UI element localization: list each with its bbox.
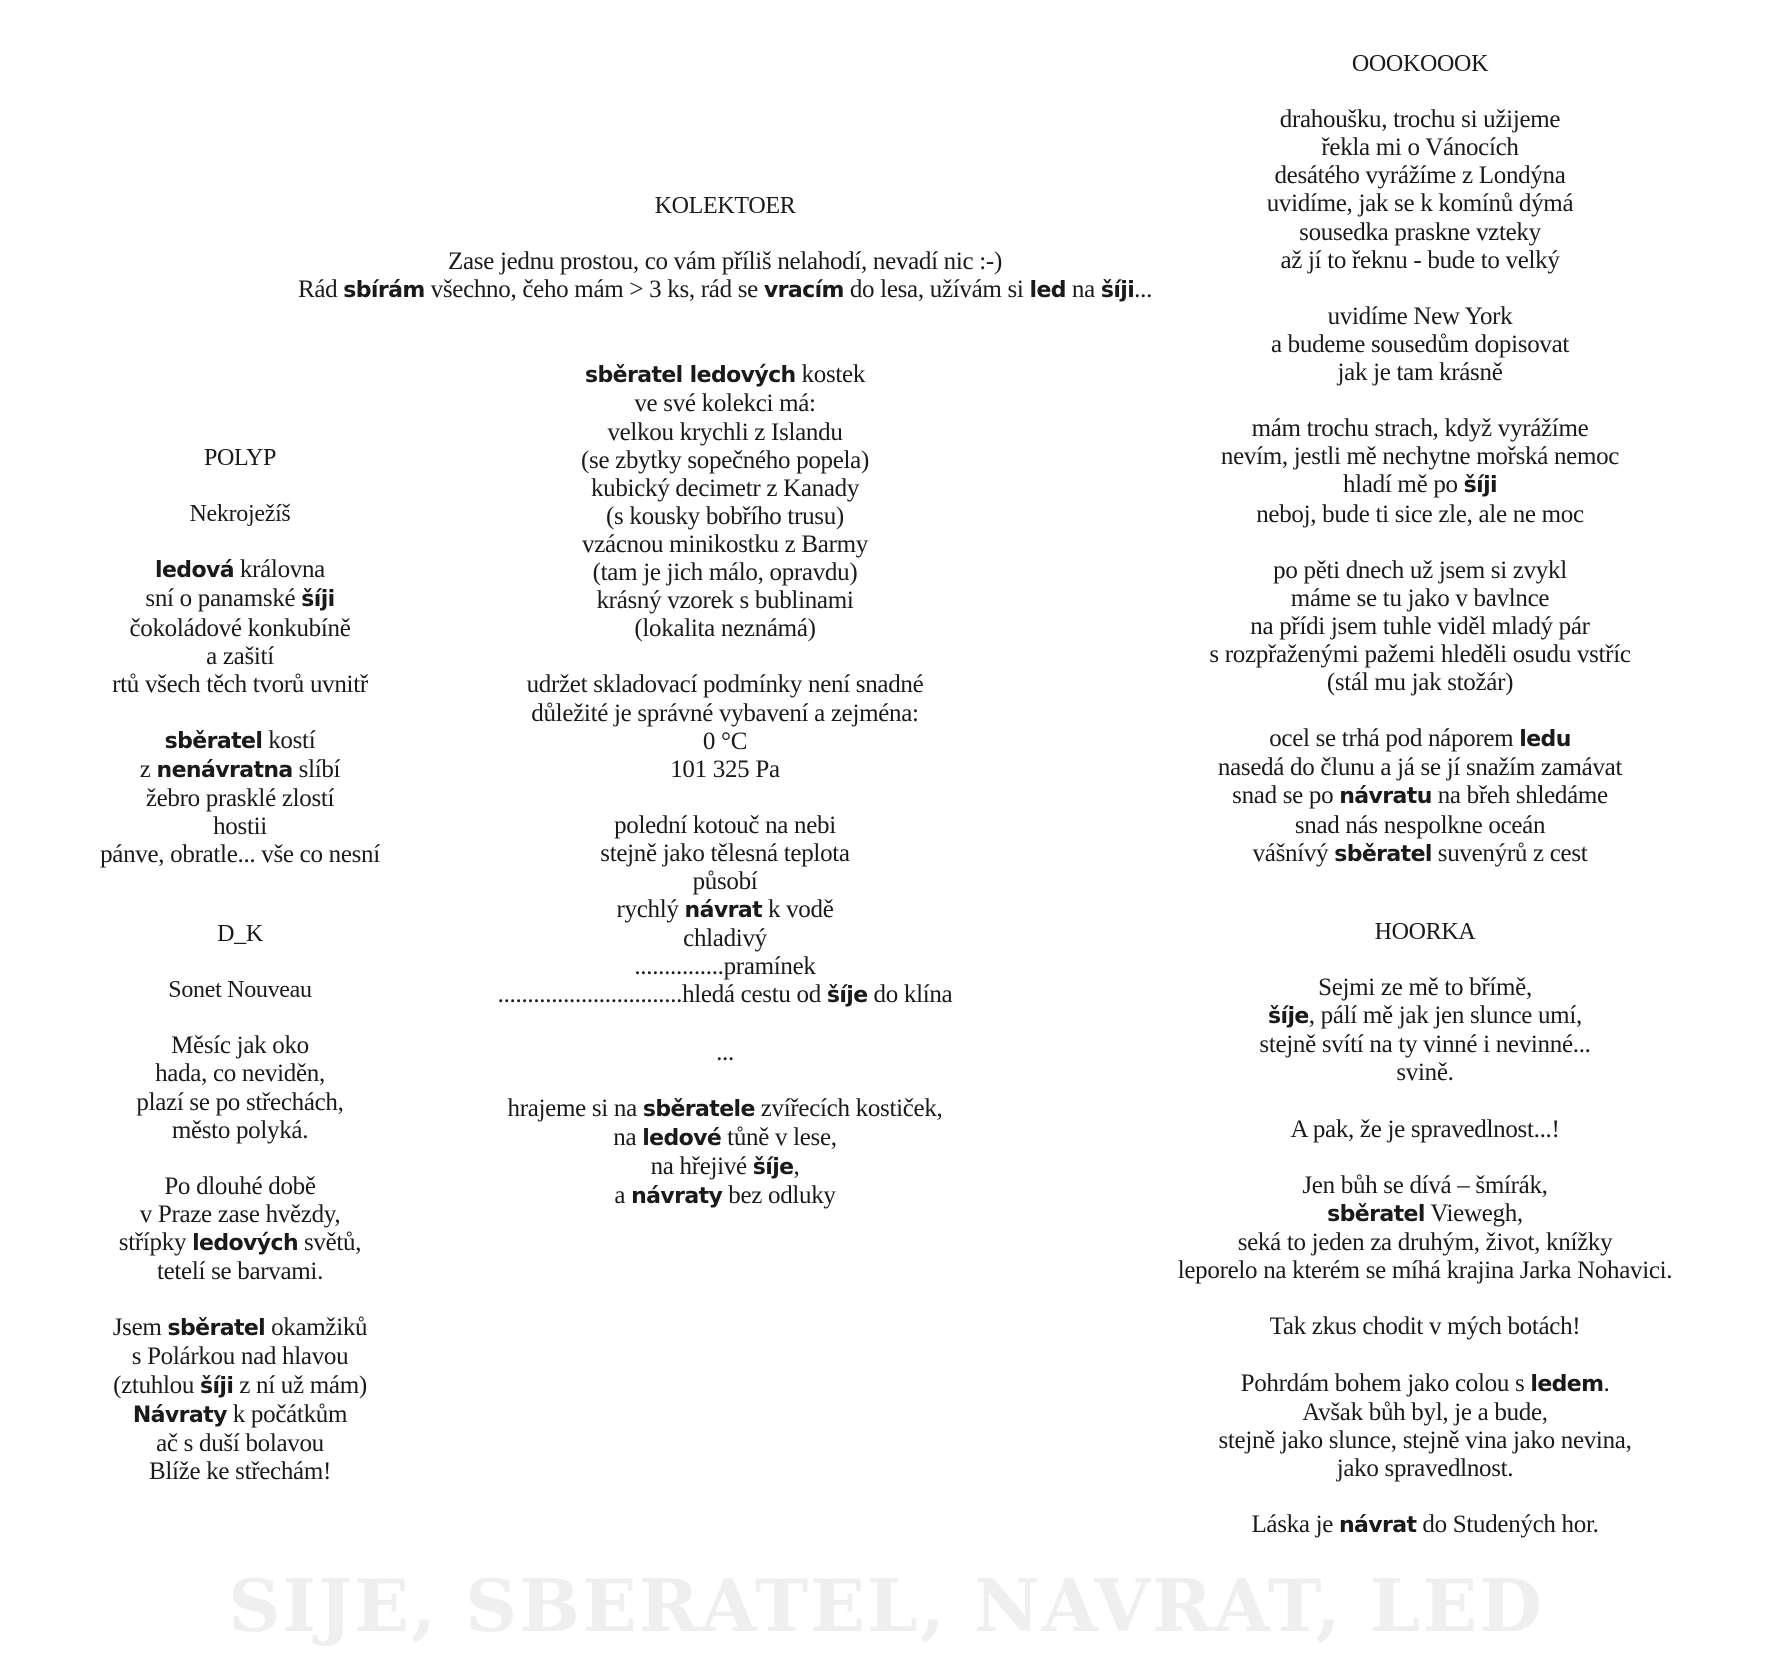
poem-line: z nenávratna slíbí bbox=[139, 756, 341, 784]
keyword: ledem bbox=[1530, 1371, 1604, 1397]
poem-line: (lokalita neznámá) bbox=[634, 615, 816, 643]
keyword: sběratel ledových bbox=[584, 363, 796, 389]
poem-line: s Polárkou nad hlavou bbox=[131, 1343, 349, 1371]
keyword: šíji bbox=[199, 1373, 234, 1399]
poem-line bbox=[1120, 1144, 1730, 1172]
keyword: ledové bbox=[642, 1125, 722, 1151]
poem-line: jak je tam krásně bbox=[1337, 359, 1503, 387]
poem-oookoook bbox=[1160, 50, 1680, 869]
poem-line: sběratel kostí bbox=[164, 726, 316, 754]
keyword: šíje bbox=[826, 983, 868, 1009]
keyword: sběratel bbox=[1327, 1201, 1425, 1227]
poem-line: vášnívý sběratel suvenýrů z cest bbox=[1252, 839, 1588, 867]
keyword: sběratel bbox=[1334, 841, 1432, 867]
poem-line: stejně jako tělesná teplota bbox=[600, 839, 850, 867]
keyword: nenávratna bbox=[156, 758, 293, 784]
poem-line: sběratel ledových kostek bbox=[584, 361, 866, 389]
keyword: návratu bbox=[1339, 784, 1432, 810]
poem-line: (se zbytky sopečného popela) bbox=[580, 446, 870, 474]
poem-intro bbox=[230, 248, 1220, 305]
poem-line: až jí to řeknu - bude to velký bbox=[1280, 246, 1560, 274]
poem-line: pánve, obratle... vše co nesní bbox=[100, 841, 380, 869]
poem-line: a návraty bez odluky bbox=[614, 1182, 836, 1210]
poem-line: ledová královna bbox=[155, 556, 325, 584]
poem-line: hostii bbox=[213, 813, 267, 841]
poem-line: uvidíme New York bbox=[1327, 302, 1513, 330]
poem-line: šíje, pálí mě jak jen slunce umí, bbox=[1268, 1002, 1582, 1030]
keyword: vracím bbox=[763, 278, 844, 304]
poem-line: Sejmi ze mě to břímě, bbox=[1318, 974, 1532, 1002]
poem-line: ač s duší bolavou bbox=[156, 1429, 324, 1457]
poem-line: sní o panamské šíji bbox=[145, 585, 335, 613]
poem-author: KOLEKTOER bbox=[654, 193, 796, 219]
poem-title: Sonet Nouveau bbox=[168, 977, 312, 1004]
poem-line: čokoládové konkubíně bbox=[129, 614, 351, 642]
keyword: ledových bbox=[192, 1231, 299, 1257]
poem-line: udržet skladovací podmínky není snadné bbox=[526, 671, 924, 699]
poem-line: a budeme sousedům dopisovat bbox=[1270, 330, 1570, 358]
poem-line: ocel se trhá pod náporem ledu bbox=[1269, 725, 1571, 753]
poem-line: máme se tu jako v bavlnce bbox=[1290, 584, 1550, 612]
poem-author: HOORKA bbox=[1374, 919, 1476, 945]
poem-lines bbox=[30, 1032, 450, 1486]
poem-line: 101 325 Pa bbox=[670, 755, 780, 783]
keyword: sběratele bbox=[642, 1096, 755, 1122]
poem-line: Po dlouhé době bbox=[164, 1172, 316, 1200]
poem-line bbox=[1120, 1341, 1730, 1369]
poem-author: POLYP bbox=[203, 445, 277, 471]
poem-line: velkou krychli z Islandu bbox=[607, 418, 843, 446]
keyword: šíje bbox=[1268, 1004, 1309, 1030]
poem-line: neboj, bude ti sice zle, ale ne moc bbox=[1256, 500, 1584, 528]
poem-line: Pohrdám bohem jako colou s ledem. bbox=[1240, 1369, 1610, 1397]
poem-line bbox=[1160, 387, 1680, 415]
poem-line: kubický decimetr z Kanady bbox=[590, 474, 860, 502]
poem-author: OOOKOOOK bbox=[1351, 51, 1489, 77]
poem-line: stejně svítí na ty vinné i nevinné... bbox=[1259, 1031, 1591, 1059]
poem-line: sběratel Viewegh, bbox=[1327, 1199, 1523, 1227]
poem-line: drahoušku, trochu si užijeme bbox=[1279, 106, 1561, 134]
keyword: ledová bbox=[155, 558, 234, 584]
poem-line bbox=[1120, 1483, 1730, 1511]
poem-line: chladivý bbox=[683, 925, 767, 953]
poem-line: řekla mi o Vánocích bbox=[1321, 134, 1519, 162]
poem-line: ... bbox=[716, 1038, 734, 1066]
poem-line: Avšak bůh byl, je a bude, bbox=[1302, 1398, 1548, 1426]
poem-line: v Praze zase hvězdy, bbox=[139, 1200, 341, 1228]
poem-line: sousedka praskne vzteky bbox=[1299, 218, 1541, 246]
keyword: šíje bbox=[752, 1155, 794, 1180]
keyword: návrat bbox=[684, 898, 762, 924]
poem-line: vzácnou minikostku z Barmy bbox=[582, 530, 868, 558]
poem-line: leporelo na kterém se míhá krajina Jarka Nohavici. bbox=[1177, 1257, 1673, 1285]
poem-line: (stál mu jak stožár) bbox=[1326, 669, 1514, 697]
keyword: šíji bbox=[1100, 278, 1135, 304]
keyword: návrat bbox=[1338, 1512, 1417, 1538]
poem-line: krásný vzorek s bublinami bbox=[596, 587, 854, 615]
poem-line: střípky ledových světů, bbox=[118, 1229, 362, 1257]
poem-line bbox=[1160, 529, 1680, 557]
poem-line: důležité je správné vybavení a zejména: bbox=[531, 699, 919, 727]
poem-line: svině. bbox=[1396, 1059, 1454, 1087]
poem-line: Jsem sběratel okamžiků bbox=[112, 1314, 368, 1342]
poem-line: na hřejivé šíje, bbox=[650, 1153, 800, 1180]
poem-line: Návraty k počátkům bbox=[132, 1400, 348, 1428]
poem-line: hrajeme si na sběratele zvířecích kostiček, bbox=[507, 1094, 943, 1122]
poem-line: na přídi jsem tuhle viděl mladý pár bbox=[1250, 612, 1590, 640]
poem-line: polední kotouč na nebi bbox=[614, 811, 836, 839]
poem-line: ...............pramínek bbox=[634, 953, 816, 981]
keyword: sbírám bbox=[343, 278, 425, 304]
keyword: šíji bbox=[301, 587, 335, 613]
poem-line: Blíže ke střechám! bbox=[148, 1457, 331, 1485]
keyword: návraty bbox=[631, 1184, 723, 1210]
poem-line: Měsíc jak oko bbox=[171, 1032, 309, 1060]
poem-line: seká to jeden za druhým, život, knížky bbox=[1237, 1229, 1613, 1257]
poem-line: (ztuhlou šíji z ní už mám) bbox=[113, 1371, 367, 1399]
poem-dk bbox=[30, 920, 450, 1486]
poem-author: D_K bbox=[217, 921, 263, 947]
poem-line bbox=[30, 699, 450, 727]
poem-line: 0 °C bbox=[702, 727, 748, 755]
poem-line: snad se po návratu na břeh shledáme bbox=[1232, 782, 1608, 810]
poem-line: po pěti dnech už jsem si zvykl bbox=[1273, 556, 1567, 584]
keyword: led bbox=[1029, 278, 1066, 304]
poem-line: Láska je návrat do Studených hor. bbox=[1251, 1510, 1599, 1538]
poem-line: a zašití bbox=[206, 642, 274, 670]
poem-line: snad nás nespolkne oceán bbox=[1294, 811, 1546, 839]
keyword: šíji bbox=[1463, 473, 1497, 499]
poem-line bbox=[1160, 697, 1680, 725]
poem-line: plazí se po střechách, bbox=[136, 1088, 344, 1116]
poem-line: jako spravedlnost. bbox=[1336, 1454, 1514, 1482]
poem-line: město polyká. bbox=[171, 1116, 309, 1144]
poem-line: rychlý návrat k vodě bbox=[616, 896, 834, 924]
poem-line bbox=[1160, 275, 1680, 303]
poem-line: hada, co neviděn, bbox=[155, 1060, 325, 1088]
poem-line: (tam je jich málo, opravdu) bbox=[592, 559, 858, 587]
poem-line: A pak, že je spravedlnost...! bbox=[1290, 1115, 1560, 1143]
poem-line: Zase jednu prostou, co vám příliš nelahodí, nevadí nic :-) bbox=[448, 248, 1002, 276]
poem-line: Rád sbírám všechno, čeho mám > 3 ks, rád se vracím do lesa, užívám si led na šíji... bbox=[297, 276, 1153, 304]
poem-title: Nekroježíš bbox=[189, 501, 291, 528]
poem-line: desátého vyrážíme z Londýna bbox=[1274, 162, 1566, 190]
poem-line: tetelí se barvami. bbox=[156, 1258, 324, 1286]
poem-hoorka bbox=[1120, 918, 1730, 1540]
poem-line: (s kousky bobřího trusu) bbox=[606, 502, 844, 530]
poem-lines bbox=[30, 556, 450, 869]
poem-line: ...............................hledá cestu od šíje do klína bbox=[497, 981, 953, 1009]
poem-line: uvidíme, jak se k komínů dýmá bbox=[1266, 190, 1574, 218]
poem-line: rtů všech těch tvorů uvnitř bbox=[112, 670, 368, 698]
keyword: sběratel bbox=[167, 1316, 266, 1342]
poem-line: žebro prasklé zlostí bbox=[145, 785, 335, 813]
poem-line: hladí mě po šíji bbox=[1342, 471, 1497, 499]
poem-polyp bbox=[30, 444, 450, 869]
poem-lines bbox=[1120, 974, 1730, 1540]
poem-line bbox=[30, 1145, 450, 1173]
keyword: sběratel bbox=[164, 728, 263, 754]
poem-line: s rozpřaženými pažemi hleděli osudu vstříc bbox=[1209, 640, 1631, 668]
poem-line: mám trochu strach, když vyrážíme bbox=[1251, 415, 1589, 443]
poem-line: ve své kolekci má: bbox=[634, 390, 816, 418]
poem-line: na ledové tůně v lese, bbox=[613, 1123, 837, 1151]
keyword: Návraty bbox=[132, 1402, 227, 1428]
keyword: ledu bbox=[1519, 727, 1571, 753]
poem-line: Jen bůh se dívá – šmírák, bbox=[1302, 1171, 1548, 1199]
watermark: SIJE, SBERATEL, NAVRAT, LED bbox=[228, 1563, 1544, 1648]
poem-line: Tak zkus chodit v mých botách! bbox=[1269, 1313, 1581, 1341]
poem-line bbox=[1120, 1285, 1730, 1313]
poem-line: stejně jako slunce, stejně vina jako nevina, bbox=[1218, 1426, 1632, 1454]
poem-lines bbox=[1160, 106, 1680, 869]
poem-line: nasedá do člunu a já se jí snažím zamávat bbox=[1217, 754, 1623, 782]
poem-line bbox=[1120, 1088, 1730, 1116]
poem-line: nevím, jestli mě nechytne mořská nemoc bbox=[1220, 443, 1620, 471]
poem-line: působí bbox=[692, 868, 758, 896]
poem-line bbox=[30, 1286, 450, 1314]
